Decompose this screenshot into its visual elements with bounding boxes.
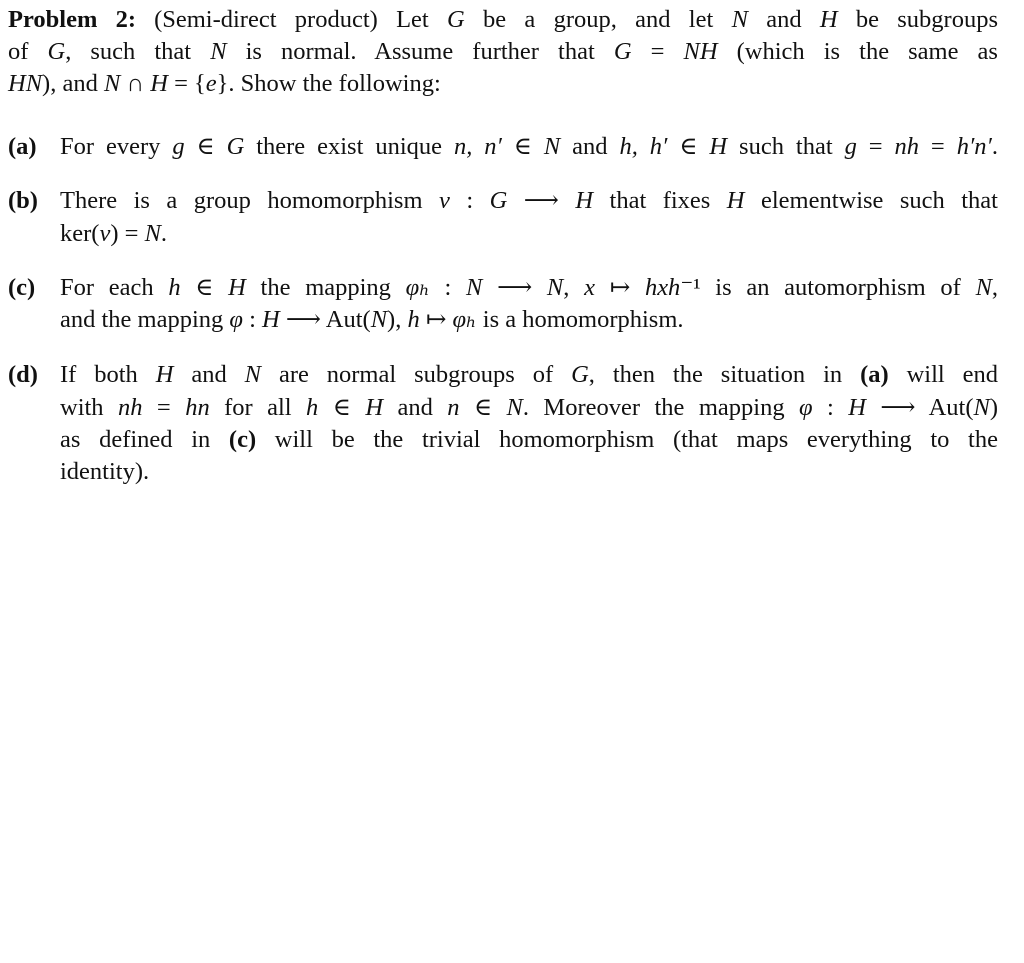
text-run: , (563, 274, 585, 301)
math-expression: φ (229, 306, 243, 333)
text-run: ∈ (501, 133, 544, 160)
text-run: the mapping (245, 274, 406, 301)
math-expression: G (613, 38, 632, 65)
math-expression: φₕ (405, 274, 430, 301)
math-expression: N (244, 361, 262, 388)
math-expression: N (103, 70, 121, 97)
text-run: ⟶ Aut( (279, 306, 371, 333)
math-expression: g (844, 133, 857, 160)
text-run: , such that (65, 38, 211, 65)
math-expression: g (172, 133, 185, 160)
text-run: ker( (60, 220, 100, 247)
text-run: such that (727, 133, 845, 160)
text-run: ↦ (594, 274, 645, 301)
math-expression: H (709, 133, 728, 160)
text-run: . (991, 133, 999, 160)
math-expression: hn (185, 394, 210, 421)
bold-reference: (c) (228, 426, 257, 453)
math-expression: h′n′ (956, 133, 992, 160)
item-label-a: (a) (8, 133, 37, 160)
text-run: }. Show the following: (216, 70, 441, 97)
text-line (60, 359, 998, 391)
math-expression: N (731, 6, 748, 33)
math-expression: N (466, 274, 483, 301)
text-run: = (919, 133, 957, 160)
text-run: are normal subgroups of (261, 361, 572, 388)
text-run: , then the situation in (588, 361, 861, 388)
text-run: will be the trivial homomorphism (that maps everything to the (256, 426, 998, 453)
text-run: and the mapping (60, 306, 230, 333)
text-run: ) (989, 394, 999, 421)
bold-reference: (a) (860, 361, 889, 388)
math-expression: N (546, 274, 564, 301)
text-run: there exist unique (244, 133, 454, 160)
text-run: and (747, 6, 820, 33)
text-run: and (383, 394, 448, 421)
text-line (60, 131, 998, 163)
math-expression: φₕ (452, 306, 477, 333)
math-expression: H (365, 394, 384, 421)
text-run: ∈ (318, 394, 366, 421)
text-run: : (429, 274, 467, 301)
text-run: = (142, 394, 186, 421)
math-expression: hxh (644, 274, 681, 301)
text-run: = (856, 133, 895, 160)
text-run: For each (60, 274, 169, 301)
text-run: ) = (110, 220, 145, 247)
math-expression: HN (8, 70, 43, 97)
math-expression: G (571, 361, 589, 388)
text-run: ⟶ (507, 187, 576, 214)
math-expression: N (543, 133, 561, 160)
math-expression: h (168, 274, 181, 301)
math-expression: H (575, 187, 594, 214)
text-run: ↦ (419, 306, 453, 333)
text-run: ⟶ Aut( (865, 394, 974, 421)
text-run: : (812, 394, 849, 421)
math-expression: n, n′ (453, 133, 502, 160)
text-run: for all (209, 394, 307, 421)
text-run: ), and (42, 70, 104, 97)
math-expression: h, h′ (619, 133, 668, 160)
math-expression: N (370, 306, 388, 333)
item-label-c: (c) (8, 274, 36, 301)
text-run: (which is the same as (717, 38, 998, 65)
math-expression: N (144, 220, 161, 247)
text-line (60, 424, 998, 456)
text-run: ∈ (667, 133, 710, 160)
math-expression: n (447, 394, 460, 421)
text-run: = (631, 38, 684, 65)
text-run: : (242, 306, 263, 333)
math-expression: N (975, 274, 992, 301)
math-expression: N (506, 394, 523, 421)
math-expression: nh (894, 133, 919, 160)
text-run: is normal. Assume further that (226, 38, 614, 65)
math-expression: H (726, 187, 745, 214)
text-run: is a homomorphism. (476, 306, 684, 333)
math-expression: H (155, 361, 174, 388)
math-expression: x (584, 274, 595, 301)
text-run: . Moreover the mapping (522, 394, 800, 421)
math-expression: e (205, 70, 217, 97)
math-expression: h (306, 394, 319, 421)
text-run: as defined in (60, 426, 229, 453)
math-expression: G (226, 133, 245, 160)
text-run: be a group, and let (464, 6, 732, 33)
text-line (8, 68, 998, 100)
text-run: elementwise such that (744, 187, 998, 214)
text-line (60, 218, 998, 250)
math-expression: H (819, 6, 838, 33)
text-run: ∩ (120, 70, 151, 97)
math-expression: H (262, 306, 280, 333)
text-run: ⁻¹ is an automorphism of (680, 274, 976, 301)
text-line (60, 272, 998, 304)
text-run: There is a group homomorphism (60, 187, 439, 214)
text-run: with (60, 394, 118, 421)
item-label-b: (b) (8, 187, 38, 214)
math-expression: φ (799, 394, 813, 421)
text-run: For every (60, 133, 173, 160)
text-run: , (991, 274, 999, 301)
text-run: and (173, 361, 245, 388)
math-expression: H (228, 274, 246, 301)
math-expression: H (848, 394, 866, 421)
text-line (60, 304, 998, 336)
math-expression: G (489, 187, 508, 214)
math-expression: H (150, 70, 168, 97)
math-expression: ν (438, 187, 450, 214)
text-line (8, 4, 998, 36)
math-expression: G (447, 6, 465, 33)
math-expression: N (973, 394, 990, 421)
text-run: that fixes (593, 187, 727, 214)
text-run: ∈ (180, 274, 229, 301)
text-line (60, 185, 998, 217)
text-run: . (160, 220, 168, 247)
math-expression: h (407, 306, 420, 333)
text-run: of (8, 38, 48, 65)
math-expression: N (210, 38, 227, 65)
text-run: If both (60, 361, 156, 388)
text-run: : (449, 187, 490, 214)
math-expression: ν (99, 220, 111, 247)
text-run: ⟶ (482, 274, 547, 301)
math-expression: nh (118, 394, 143, 421)
text-run: be subgroups (837, 6, 998, 33)
text-run: (Semi-direct product) Let (154, 6, 448, 33)
text-run: ∈ (184, 133, 227, 160)
math-expression: NH (683, 38, 718, 65)
text-run: ), (387, 306, 408, 333)
text-line (60, 392, 998, 424)
text-run: and (560, 133, 620, 160)
text-run: will end (888, 361, 999, 388)
text-line (8, 36, 998, 68)
problem-heading: Problem 2: (8, 6, 137, 33)
text-run: ∈ (459, 394, 507, 421)
text-line (60, 456, 998, 488)
text-run: identity). (60, 458, 150, 485)
text-run: = { (167, 70, 206, 97)
item-label-d: (d) (8, 361, 38, 388)
math-expression: G (47, 38, 66, 65)
